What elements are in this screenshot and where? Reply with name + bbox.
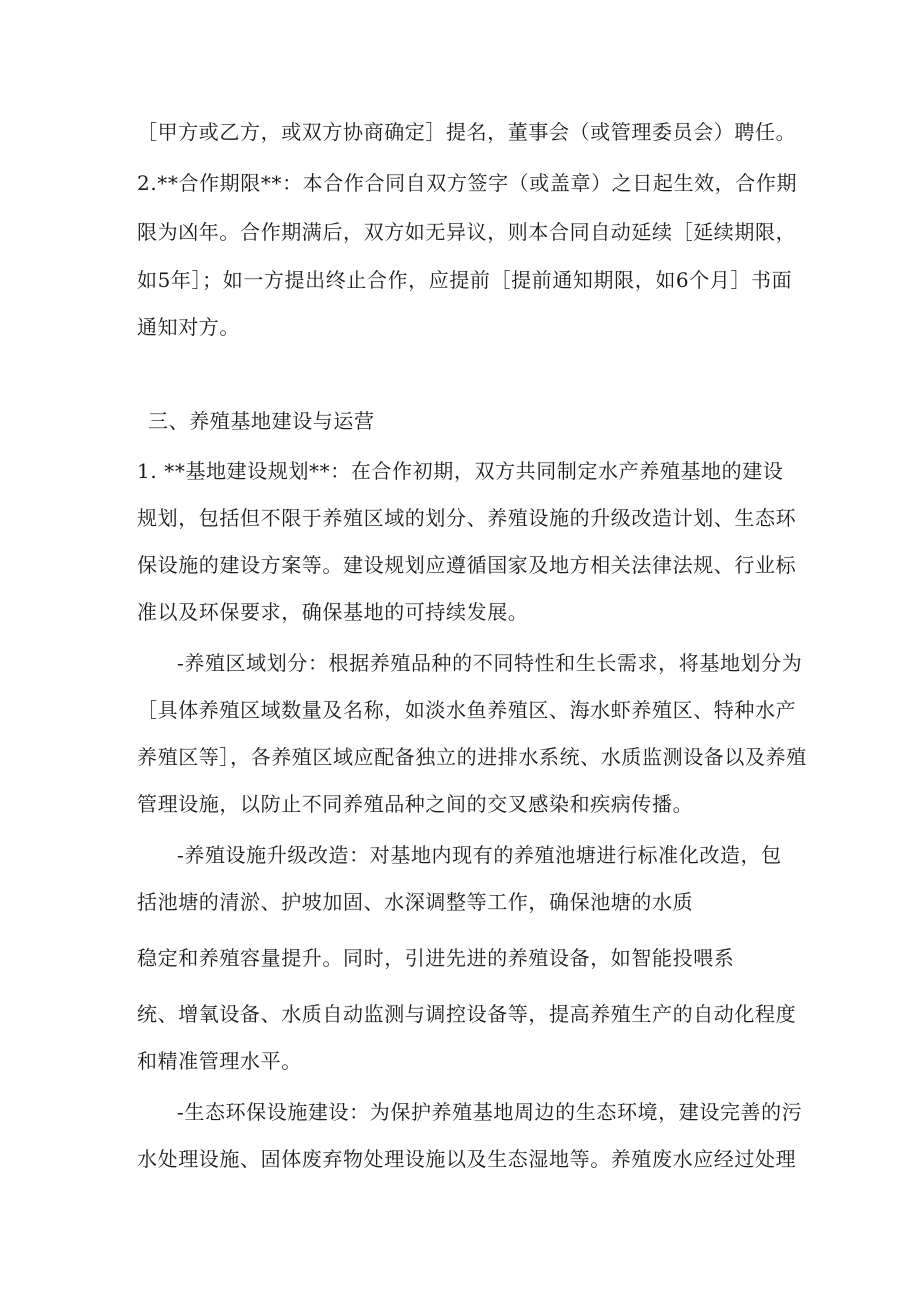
text-line: 2.**合作期限**：本合作合同自双方签字（或盖章）之日起生效，合作期 xyxy=(137,171,798,195)
text-line: 管理设施，以防止不同养殖品种之间的交叉感染和疾病传播。 xyxy=(137,792,694,816)
text-line: 准以及环保要求，确保基地的可持续发展。 xyxy=(137,600,529,624)
text-line: ［甲方或乙方，或双方协商确定］提名，董事会（或管理委员会）聘任。 xyxy=(137,120,797,144)
text-line: 和精准管理水平。 xyxy=(137,1049,302,1073)
text-line: -养殖区域划分：根据养殖品种的不同特性和生长需求，将基地划分为 xyxy=(177,651,803,675)
text-line: 如5年］；如一方提出终止合作，应提前［提前通知期限，如6个月］书面 xyxy=(137,268,793,292)
text-line: 养殖区等］，各养殖区域应配备独立的进排水系统、水质监测设备以及养殖 xyxy=(137,745,807,769)
text-line: 保设施的建设方案等。建设规划应遵循国家及地方相关法律法规、行业标 xyxy=(137,553,797,577)
text-line: 规划，包括但不限于养殖区域的划分、养殖设施的升级改造计划、生态环 xyxy=(137,506,797,530)
text-line: 水处理设施、固体废弃物处理设施以及生态湿地等。养殖废水应经过处理 xyxy=(137,1147,797,1171)
text-line: 通知对方。 xyxy=(137,315,240,339)
text-line: ［具体养殖区域数量及名称，如淡水鱼养殖区、海水虾养殖区、特种水产 xyxy=(137,698,797,722)
text-line: -生态环保设施建设：为保护养殖基地周边的生态环境，建设完善的污 xyxy=(177,1100,803,1124)
text-line: 统、增氧设备、水质自动监测与调控设备等，提高养殖生产的自动化程度 xyxy=(137,1002,797,1026)
section-heading: 三、养殖基地建设与运营 xyxy=(148,409,375,433)
text-line: 括池塘的清淤、护坡加固、水深调整等工作，确保池塘的水质 xyxy=(137,890,694,914)
text-line: 限为凶年。合作期满后，双方如无异议，则本合同自动延续［延续期限， xyxy=(137,220,797,244)
text-line: 1. **基地建设规划**：在合作初期，双方共同制定水产养殖基地的建设 xyxy=(137,459,784,483)
text-line: 稳定和养殖容量提升。同时，引进先进的养殖设备，如智能投喂系 xyxy=(137,946,735,970)
text-line: -养殖设施升级改造：对基地内现有的养殖池塘进行标准化改造，包 xyxy=(177,843,782,867)
